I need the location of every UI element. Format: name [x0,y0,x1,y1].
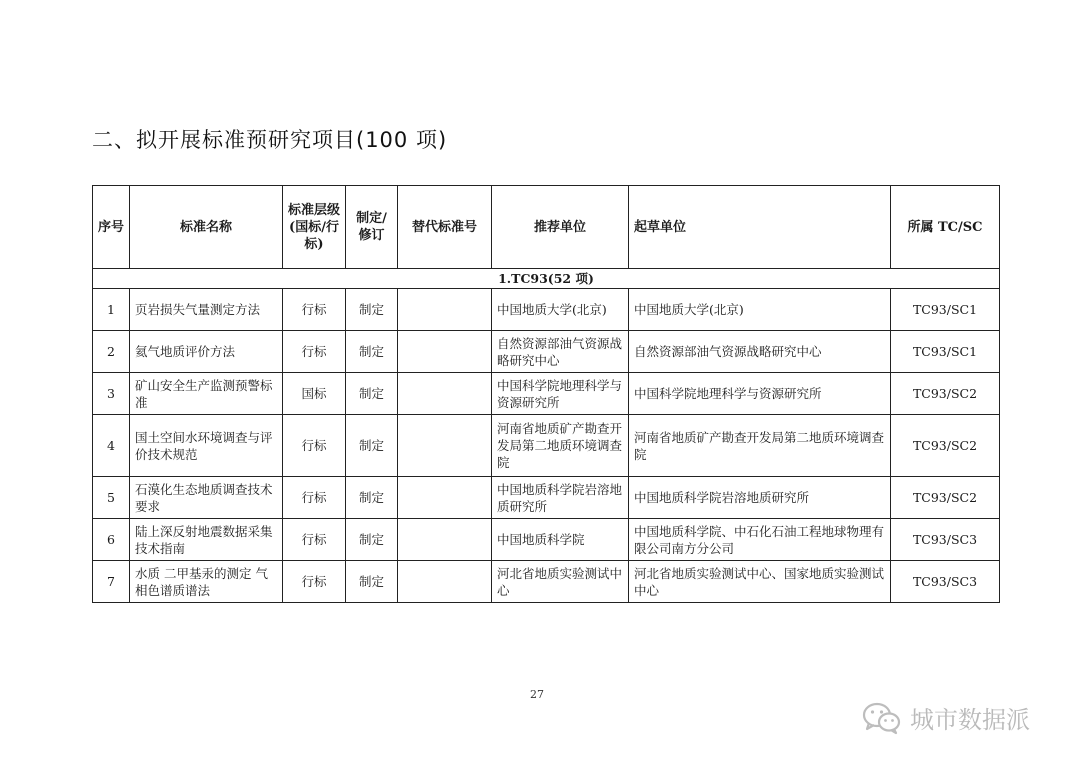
cell-tcsc: TC93/SC2 [891,373,1000,415]
cell-type: 制定 [346,289,398,331]
cell-level: 行标 [283,561,346,603]
wechat-icon [862,701,902,735]
cell-replace [398,519,492,561]
cell-name: 矿山安全生产监测预警标准 [130,373,283,415]
cell-replace [398,331,492,373]
table-row [93,373,1000,415]
cell-tcsc: TC93/SC1 [891,331,1000,373]
page-heading: 二、拟开展标准预研究项目(100 项) [92,128,448,152]
table-row [93,331,1000,373]
table-row [93,289,1000,331]
col-draft: 起草单位 [629,186,891,269]
cell-type: 制定 [346,477,398,519]
cell-level: 行标 [283,519,346,561]
cell-tcsc: TC93/SC3 [891,561,1000,603]
cell-seq: 2 [93,331,130,373]
table-row [93,477,1000,519]
cell-draft: 自然资源部油气资源战略研究中心 [629,331,891,373]
cell-recommend: 河北省地质实验测试中心 [492,561,629,603]
cell-level: 行标 [283,331,346,373]
cell-name: 国土空间水环境调查与评价技术规范 [130,415,283,477]
col-name: 标准名称 [130,186,283,269]
cell-name: 氦气地质评价方法 [130,331,283,373]
col-level: 标准层级(国标/行标) [283,186,346,269]
table-row [93,415,1000,477]
cell-draft: 河南省地质矿产勘查开发局第二地质环境调查院 [629,415,891,477]
cell-tcsc: TC93/SC2 [891,415,1000,477]
table-row [93,561,1000,603]
cell-replace [398,373,492,415]
cell-seq: 1 [93,289,130,331]
cell-recommend: 河南省地质矿产勘查开发局第二地质环境调查院 [492,415,629,477]
col-replace: 替代标准号 [398,186,492,269]
cell-seq: 7 [93,561,130,603]
cell-seq: 3 [93,373,130,415]
col-seq: 序号 [93,186,130,269]
cell-level: 行标 [283,289,346,331]
cell-recommend: 中国地质科学院 [492,519,629,561]
cell-seq: 4 [93,415,130,477]
cell-level: 国标 [283,373,346,415]
cell-draft: 中国地质科学院、中石化石油工程地球物理有限公司南方分公司 [629,519,891,561]
page-number: 27 [530,688,544,701]
cell-draft: 中国地质科学院岩溶地质研究所 [629,477,891,519]
cell-recommend: 中国地质大学(北京) [492,289,629,331]
cell-type: 制定 [346,519,398,561]
watermark-text: 城市数据派 [910,706,1030,734]
col-recommend: 推荐单位 [492,186,629,269]
cell-type: 制定 [346,331,398,373]
cell-tcsc: TC93/SC1 [891,289,1000,331]
cell-type: 制定 [346,373,398,415]
cell-draft: 中国地质大学(北京) [629,289,891,331]
table-header-row [93,186,1000,269]
cell-replace [398,415,492,477]
cell-tcsc: TC93/SC2 [891,477,1000,519]
cell-draft: 中国科学院地理科学与资源研究所 [629,373,891,415]
cell-recommend: 自然资源部油气资源战略研究中心 [492,331,629,373]
col-type: 制定/修订 [346,186,398,269]
table-row [93,519,1000,561]
cell-name: 石漠化生态地质调查技术要求 [130,477,283,519]
cell-recommend: 中国科学院地理科学与资源研究所 [492,373,629,415]
cell-type: 制定 [346,561,398,603]
group-label: 1.TC93(52 项) [93,269,1000,289]
cell-name: 水质 二甲基汞的测定 气相色谱质谱法 [130,561,283,603]
cell-tcsc: TC93/SC3 [891,519,1000,561]
standards-table [92,185,1000,603]
cell-seq: 5 [93,477,130,519]
col-tcsc: 所属 TC/SC [891,186,1000,269]
cell-replace [398,477,492,519]
cell-recommend: 中国地质科学院岩溶地质研究所 [492,477,629,519]
cell-name: 页岩损失气量测定方法 [130,289,283,331]
cell-name: 陆上深反射地震数据采集技术指南 [130,519,283,561]
watermark [862,700,1030,735]
cell-replace [398,561,492,603]
cell-seq: 6 [93,519,130,561]
cell-level: 行标 [283,477,346,519]
group-row [93,269,1000,289]
cell-level: 行标 [283,415,346,477]
cell-draft: 河北省地质实验测试中心、国家地质实验测试中心 [629,561,891,603]
cell-type: 制定 [346,415,398,477]
cell-replace [398,289,492,331]
